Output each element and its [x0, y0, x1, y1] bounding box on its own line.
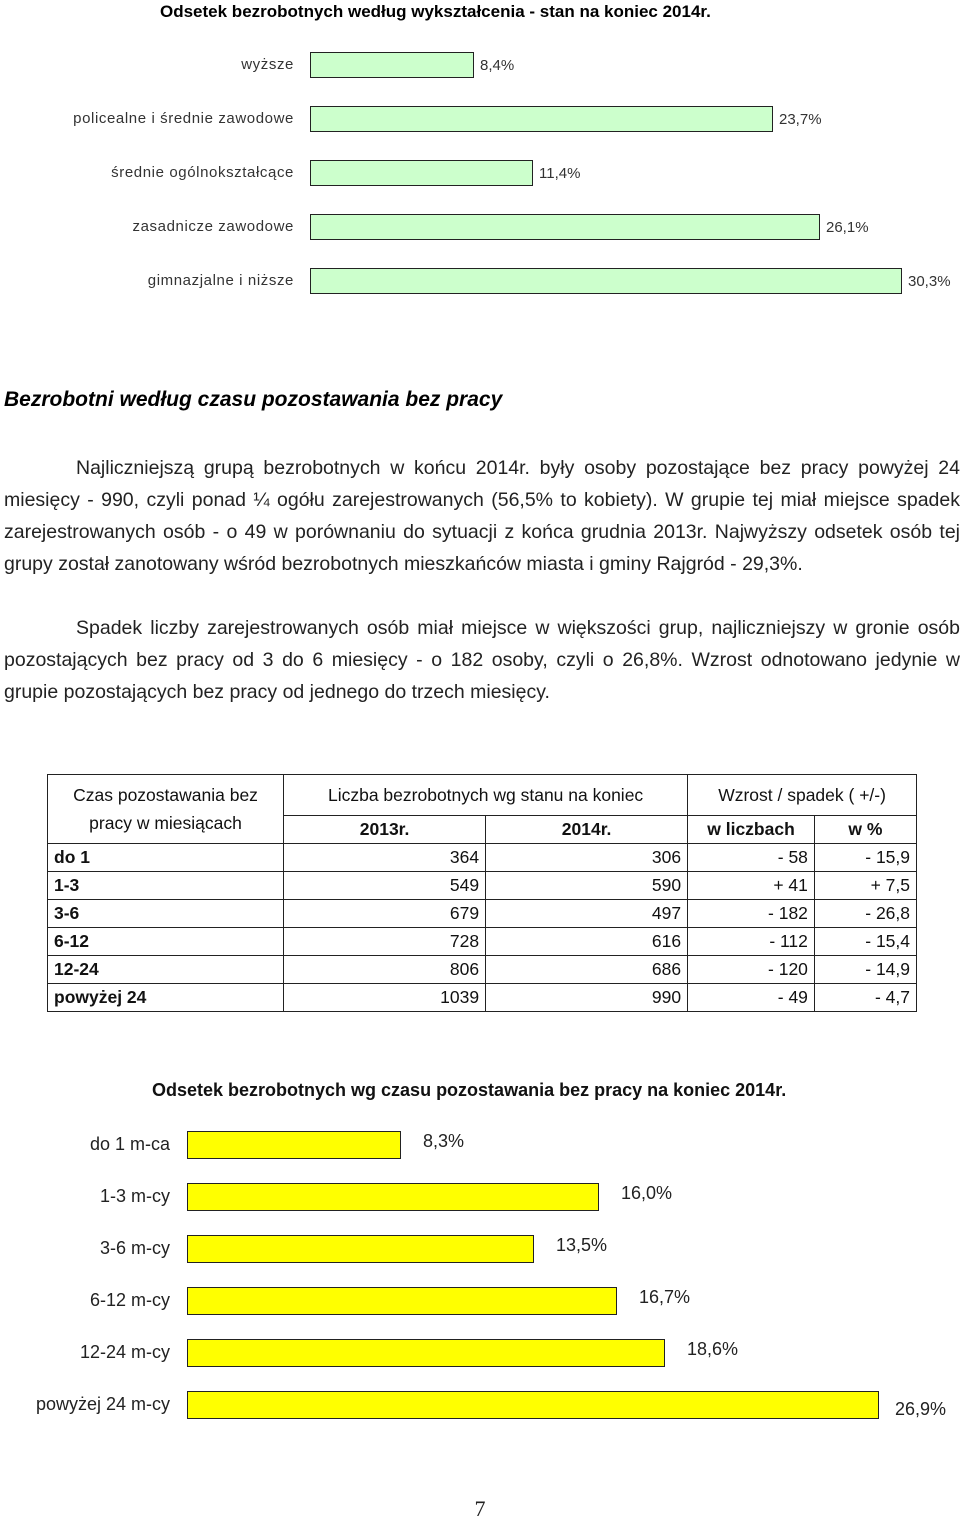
table-row: [48, 928, 917, 956]
duration-category-label: powyżej 24 m-cy: [35, 1394, 170, 1414]
duration-bar: [187, 1235, 534, 1263]
header-change-group: Wzrost / spadek ( +/-): [688, 775, 917, 816]
education-value-label: 23,7%: [779, 111, 822, 128]
cell-2014: 590: [486, 872, 688, 900]
header-2014: 2014r.: [486, 816, 688, 844]
paragraph-2: Spadek liczby zarejestrowanych osób miał miejsce w większości grup, najliczniejszy w gronie osób pozostających bez pracy od 3 do 6 miesięcy - o 182 osoby, czyli o 26,8%. Wzrost odnotowano jedynie w grupie pozostających bez pracy od jednego do trzech miesięcy.: [4, 617, 960, 703]
education-value-label: 30,3%: [908, 273, 951, 290]
duration-bar: [187, 1183, 599, 1211]
education-bar: [310, 268, 902, 294]
duration-category-label: do 1 m-ca: [89, 1134, 170, 1154]
duration-bar: [187, 1339, 665, 1367]
education-value-label: 8,4%: [480, 57, 515, 74]
header-count-group: Liczba bezrobotnych wg stanu na koniec: [284, 775, 688, 816]
cell-change: - 182: [688, 900, 815, 928]
cell-change: + 41: [688, 872, 815, 900]
duration-category-label: 3-6 m-cy: [99, 1238, 170, 1258]
cell-2014: 686: [486, 956, 688, 984]
cell-2014: 306: [486, 844, 688, 872]
education-category-label: gimnazjalne i niższe: [147, 272, 294, 289]
table-row: [48, 844, 917, 872]
education-value-label: 11,4%: [539, 165, 581, 182]
cell-2014: 616: [486, 928, 688, 956]
table-row: [48, 984, 917, 1012]
table-row: [48, 900, 917, 928]
cell-period: powyżej 24: [48, 984, 284, 1012]
duration-category-label: 1-3 m-cy: [99, 1186, 170, 1206]
duration-value-label: 16,0%: [621, 1183, 673, 1203]
duration-bar: [187, 1131, 401, 1159]
duration-bar: [187, 1391, 879, 1419]
cell-change: - 49: [688, 984, 815, 1012]
cell-2014: 990: [486, 984, 688, 1012]
education-bar: [310, 106, 773, 132]
cell-period: 6-12: [48, 928, 284, 956]
cell-2013: 1039: [284, 984, 486, 1012]
paragraph-1: Najliczniejszą grupą bezrobotnych w końcu 2014r. były osoby pozostające bez pracy powyżej 24 miesięcy - 990, czyli ponad ¼ ogółu zarejestrowanych (56,5% to kobiety). W grupie tej miał miejsce spadek zarejestrowanych osób - o 49 w porównaniu do sytuacji z końca grudnia 2013r. Najwyższy odsetek osób tej grupy został zanotowany wśród bezrobotnych mieszkańców miasta i gminy Rajgród - 29,3%.: [4, 457, 960, 575]
cell-change-pct: - 14,9: [814, 956, 916, 984]
cell-period: 12-24: [48, 956, 284, 984]
cell-period: do 1: [48, 844, 284, 872]
cell-change-pct: + 7,5: [814, 872, 916, 900]
table-header-row: [48, 775, 917, 816]
duration-value-label: 13,5%: [556, 1235, 608, 1255]
cell-change-pct: - 26,8: [814, 900, 916, 928]
education-category-label: zasadnicze zawodowe: [132, 218, 294, 235]
education-bar: [310, 52, 474, 78]
duration-category-label: 6-12 m-cy: [89, 1290, 170, 1310]
duration-value-label: 8,3%: [423, 1131, 465, 1151]
cell-2014: 497: [486, 900, 688, 928]
section-heading: Bezrobotni według czasu pozostawania bez pracy: [4, 388, 503, 411]
header-2013: 2013r.: [284, 816, 486, 844]
duration-bar: [187, 1287, 617, 1315]
table-body: [48, 844, 917, 1012]
cell-change-pct: - 15,9: [814, 844, 916, 872]
duration-category-label: 12-24 m-cy: [79, 1342, 170, 1362]
duration-value-label: 16,7%: [639, 1287, 691, 1307]
cell-change-pct: - 15,4: [814, 928, 916, 956]
table-row: [48, 956, 917, 984]
cell-2013: 728: [284, 928, 486, 956]
duration-value-label: 18,6%: [687, 1339, 739, 1359]
education-value-label: 26,1%: [826, 219, 869, 236]
cell-change: - 58: [688, 844, 815, 872]
header-change-count: w liczbach: [688, 816, 815, 844]
cell-change: - 112: [688, 928, 815, 956]
chart1-title: Odsetek bezrobotnych według wykształcenia - stan na koniec 2014r.: [160, 2, 711, 21]
education-bar: [310, 214, 820, 240]
cell-2013: 549: [284, 872, 486, 900]
table-row: [48, 872, 917, 900]
header-change-pct: w %: [814, 816, 916, 844]
cell-change-pct: - 4,7: [814, 984, 916, 1012]
chart2-title: Odsetek bezrobotnych wg czasu pozostawania bez pracy na koniec 2014r.: [152, 1080, 787, 1100]
education-category-label: średnie ogólnokształcące: [111, 164, 294, 181]
education-bar: [310, 160, 533, 186]
cell-period: 1-3: [48, 872, 284, 900]
unemployment-duration-table: [47, 774, 917, 1012]
cell-2013: 679: [284, 900, 486, 928]
cell-2013: 364: [284, 844, 486, 872]
education-category-label: wyższe: [241, 56, 294, 73]
duration-value-label: 26,9%: [895, 1399, 947, 1419]
header-duration: Czas pozostawania bez pracy w miesiącach: [48, 775, 284, 844]
cell-period: 3-6: [48, 900, 284, 928]
cell-change: - 120: [688, 956, 815, 984]
education-category-label: policealne i średnie zawodowe: [73, 110, 294, 127]
page-number: 7: [474, 1496, 486, 1521]
cell-2013: 806: [284, 956, 486, 984]
